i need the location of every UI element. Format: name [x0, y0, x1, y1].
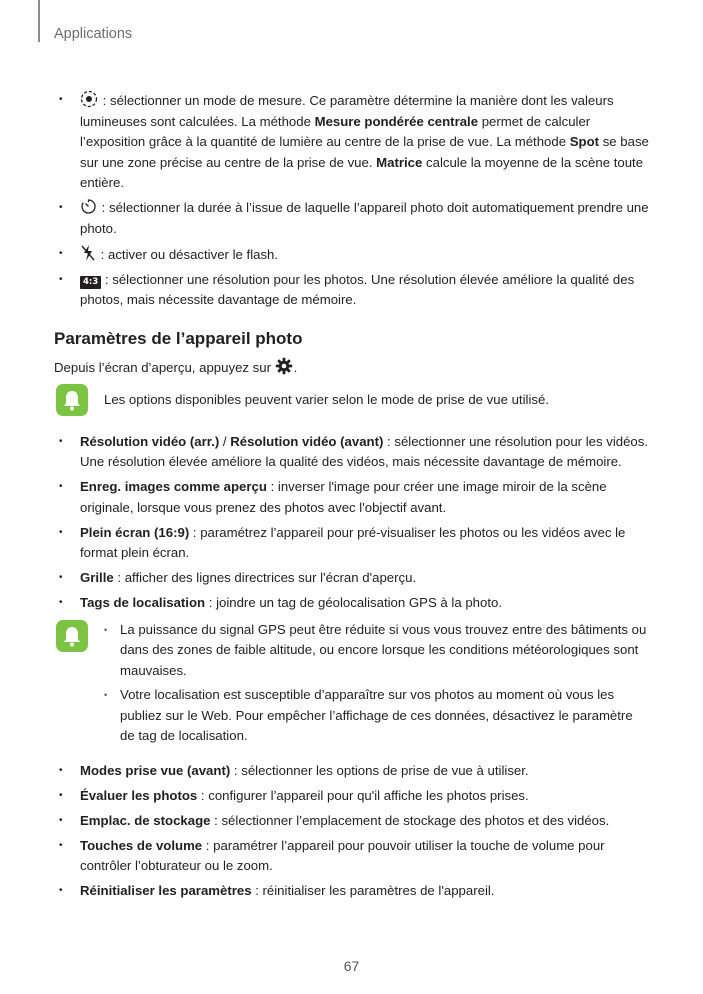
timer-icon: [80, 198, 97, 215]
resolution-badge: 4:3: [80, 276, 101, 289]
list-item: • Modes prise vue (avant) : sélectionner les options de prise de vue à utiliser.: [54, 761, 650, 782]
gear-icon: [275, 357, 293, 375]
header-rule: [38, 0, 40, 42]
list-item: • Emplac. de stockage : sélectionner l’emplacement de stockage des photos et des vidéos.: [54, 811, 650, 832]
section-intro: Depuis l’écran d’aperçu, appuyez sur .: [54, 357, 650, 379]
mode-bullets: [54, 90, 650, 311]
settings-list: [54, 432, 650, 614]
section-title: Paramètres de l’appareil photo: [54, 328, 303, 348]
metering-icon: [80, 90, 98, 108]
note-list: [104, 620, 650, 747]
note-text: Les options disponibles peuvent varier selon le mode de prise de vue utilisé.: [104, 391, 549, 407]
list-item: • Touches de volume : paramétrer l’appareil pour pouvoir utiliser la touche de volume pour contrôler l’obturateur ou le zoom.: [54, 836, 650, 877]
list-item: • Enreg. images comme aperçu : inverser l'image pour créer une image miroir de la scène originale, lorsque vous prenez des photos avec l'objectif avant.: [54, 477, 650, 518]
list-item: • : sélectionner la durée à l’issue de laquelle l’appareil photo doit automatiquement prendre une photo.: [54, 198, 650, 239]
list-item: • Réinitialiser les paramètres : réinitialiser les paramètres de l'appareil.: [54, 881, 650, 902]
bell-notice-icon: [56, 384, 88, 423]
list-item: • : activer ou désactiver le flash.: [54, 244, 650, 266]
list-item: • Grille : afficher des lignes directrices sur l'écran d'aperçu.: [54, 568, 650, 589]
flash-off-icon: [80, 244, 96, 262]
note-box: [54, 388, 650, 418]
list-item: • Tags de localisation : joindre un tag de géolocalisation GPS à la photo.: [54, 593, 650, 614]
note-box: [54, 620, 650, 747]
bell-notice-icon: [56, 620, 88, 659]
page-number: 67: [343, 958, 360, 974]
list-item: • : sélectionner un mode de mesure. Ce paramètre détermine la manière dont les valeurs lumineuses sont calculées. La méthode Mesure pondérée centrale permet de calculer l’exposition grâce à la quantité de lumière au centre de la prise de vue. La méthode Spot se base sur une zone précise au centre de la prise de vue. Matrice calcule la moyenne de la scène toute entière.: [54, 90, 650, 194]
list-item: • Résolution vidéo (arr.) / Résolution vidéo (avant) : sélectionner une résolution pour les vidéos. Une résolution élevée améliore la qualité des vidéos, mais nécessite davantage de mémoire.: [54, 432, 650, 473]
list-item: • Votre localisation est susceptible d’apparaître sur vos photos au moment où vous les publiez sur le Web. Pour empêcher l’affichage de ces données, désactivez le paramètre de tag de localisation.: [104, 685, 650, 747]
list-item: • La puissance du signal GPS peut être réduite si vous vous trouvez entre des bâtiments ou dans des zones de faible altitude, ou encore lorsque les conditions météorologiques sont mauvaises.: [104, 620, 650, 682]
settings-list-2: [54, 761, 650, 902]
page-content: [54, 90, 650, 906]
list-item: • Évaluer les photos : configurer l’appareil pour qu'il affiche les photos prises.: [54, 786, 650, 807]
list-item: • Plein écran (16:9) : paramétrez l’appareil pour pré-visualiser les photos ou les vidéos avec le format plein écran.: [54, 523, 650, 564]
list-item: • 4:3 : sélectionner une résolution pour les photos. Une résolution élevée améliore la qualité des photos, mais nécessite davantage de mémoire.: [54, 270, 650, 311]
page-header: Applications: [54, 26, 133, 42]
